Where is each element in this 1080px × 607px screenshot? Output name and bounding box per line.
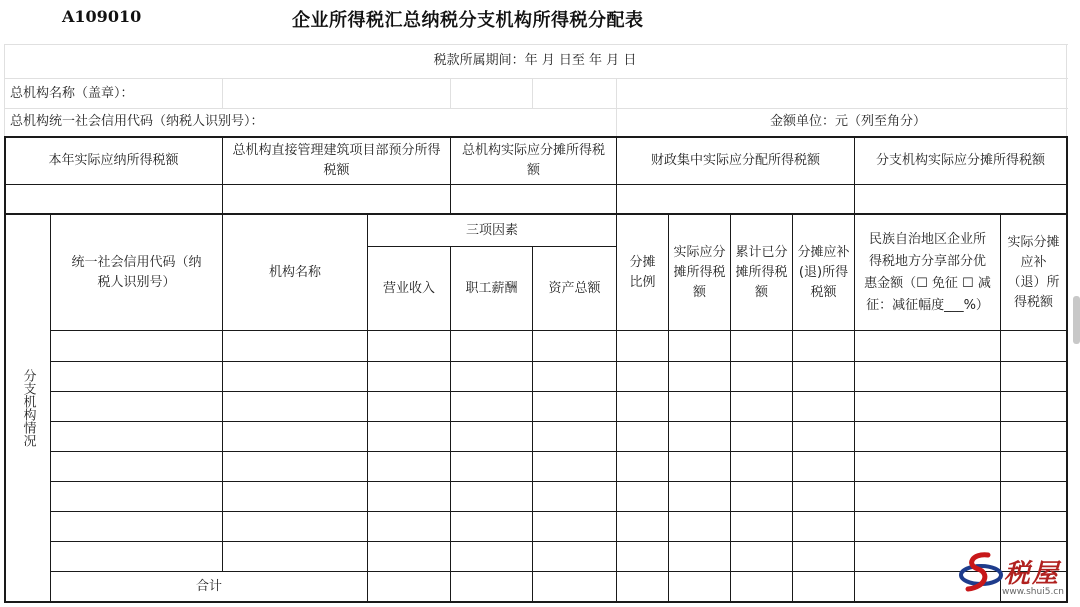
fiscal-central-input[interactable] [617,185,854,213]
header-fiscal-central: 财政集中实际应分配所得税额 [650,153,820,168]
col-cumulative-tax: 累计已分摊所得税额 [735,244,788,300]
col-ethnic-relief: 民族自治地区企业所得税地方分享部分优惠金额（☐ 免征 ☐ 减征：减征幅度___%） [864,231,991,313]
construction-prepaid-input[interactable] [223,185,450,213]
header-branch-allocated: 分支机构实际应分摊所得税额 [875,153,1045,168]
col-three-factors: 三项因素 [465,222,518,238]
hq-allocated-input[interactable] [451,185,616,213]
shui5-logo-icon [958,547,1004,599]
header-hq-allocated: 总机构实际应分摊所得税额 [461,143,605,178]
shui5-watermark [958,545,1076,603]
hq-name-label: 总机构名称（盖章）： [10,85,134,101]
watermark-text: 税屋 [1004,559,1061,589]
header-annual-tax: 本年实际应纳所得税额 [48,153,179,168]
branch-allocated-input[interactable] [855,185,1066,213]
amount-unit-label: 金额单位：元（列至角分） [769,114,926,129]
branch-section-label: 分支机构情况 [20,369,36,447]
col-actual-refund: 实际分摊应补（退）所得税额 [1007,234,1060,310]
form-title: 企业所得税汇总纳税分支机构所得税分配表 [292,10,644,31]
hq-code-label: 总机构统一社会信用代码（纳税人识别号）： [10,114,264,129]
col-actual-tax: 实际应分摊所得税额 [673,244,726,300]
header-construction-prepaid: 总机构直接管理建筑项目部预分所得税额 [232,143,441,178]
col-revenue: 营业收入 [382,280,435,296]
col-refund-tax: 分摊应补(退)所得税额 [797,244,850,300]
watermark-url: www.shui5.cn [1002,587,1064,597]
col-branch-name: 机构名称 [268,264,321,280]
col-assets: 资产总额 [548,280,601,296]
tax-period: 税款所属期间：年 月 日至 年 月 日 [433,53,637,68]
form-code: A109010 [62,7,142,26]
col-ratio: 分摊比例 [629,254,656,290]
annual-tax-input[interactable] [5,185,222,213]
total-label: 合计 [195,578,222,594]
col-credit-code: 统一社会信用代码（纳税人识别号） [71,254,202,290]
col-salary: 职工薪酬 [465,280,518,296]
scrollbar-thumb[interactable] [1073,296,1080,344]
